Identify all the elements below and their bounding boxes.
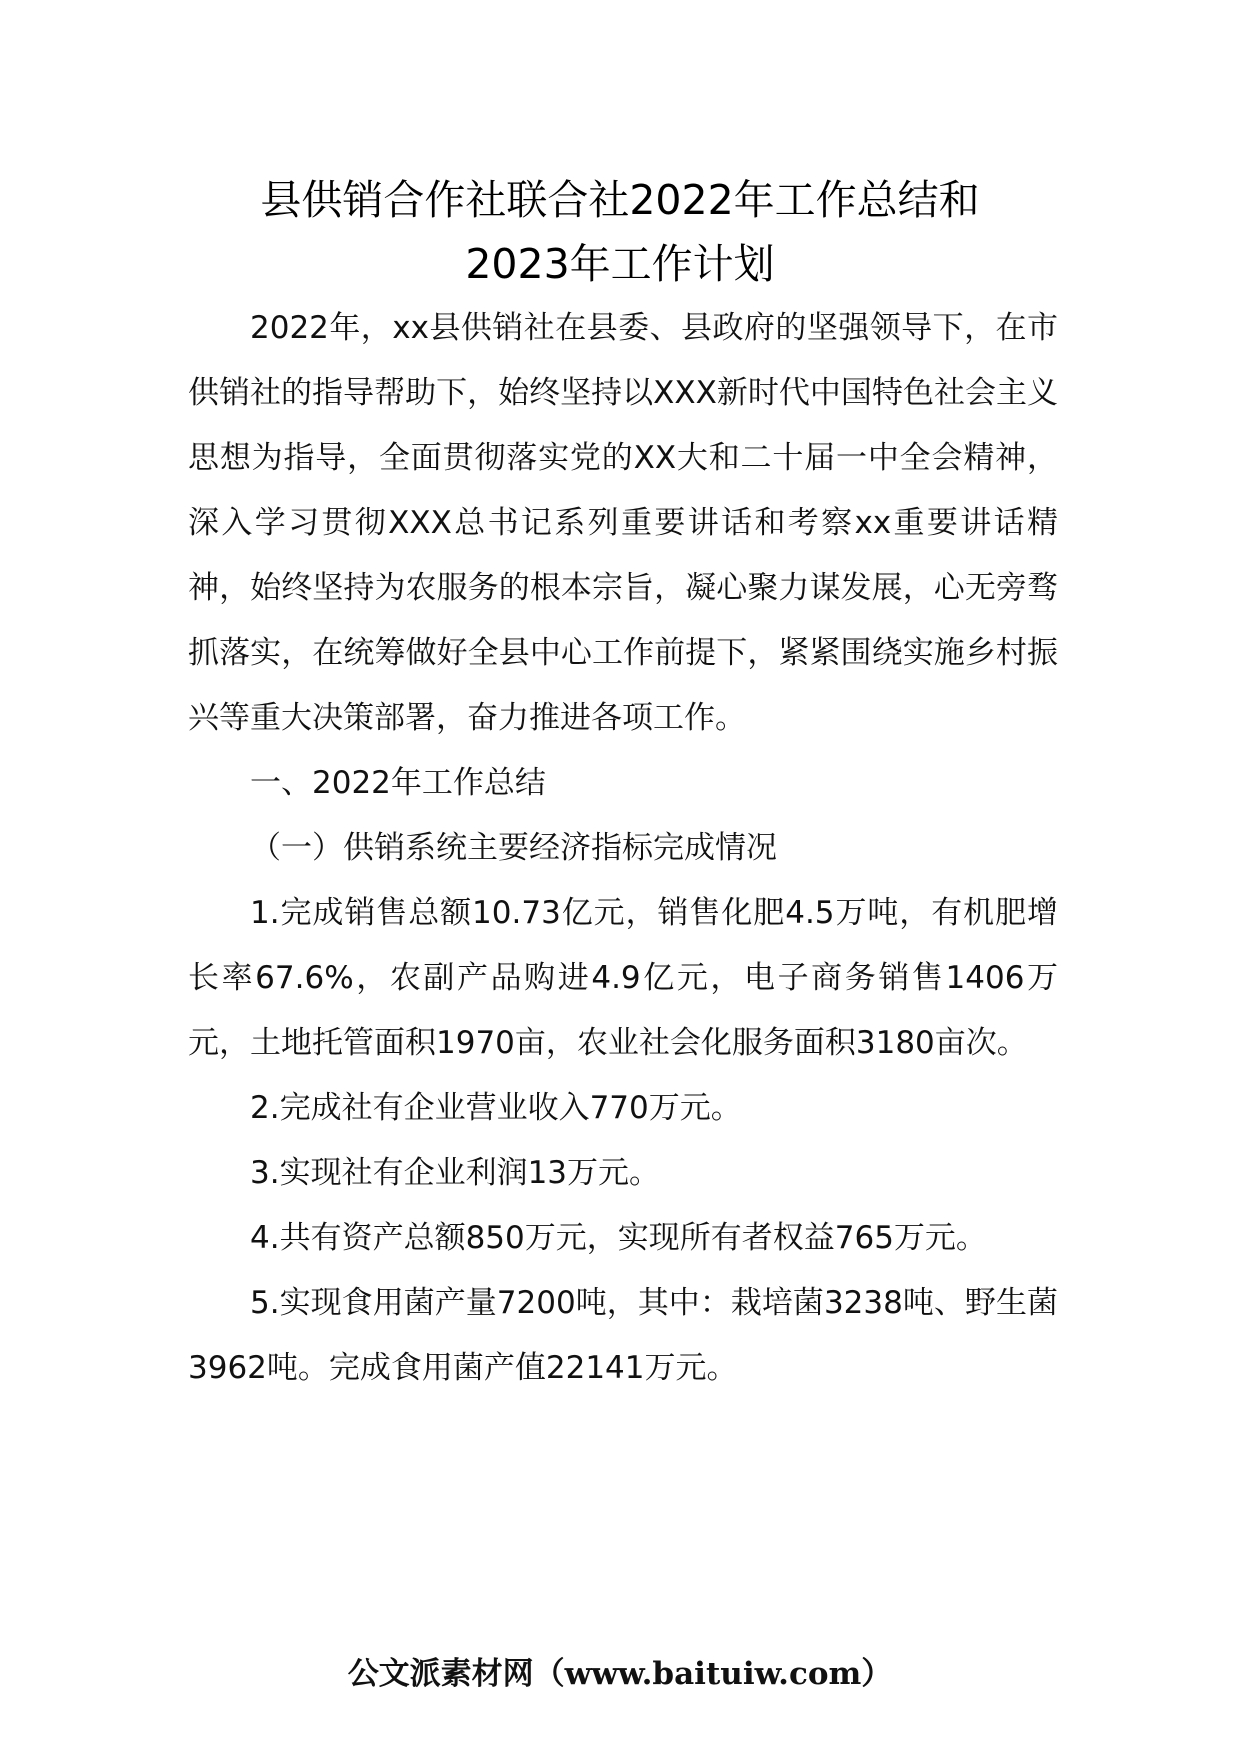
title-line-1: 县供销合作社联合社2022年工作总结和 [260, 176, 980, 224]
item-3-paragraph: 3.实现社有企业利润13万元。 [250, 1155, 661, 1191]
item-5-paragraph: 5.实现食用菌产量7200吨，其中：栽培菌3238吨、野生菌3962吨。完成食用菌产值22141万元。 [188, 1285, 1058, 1386]
item-4-paragraph: 4.共有资产总额850万元，实现所有者权益765万元。 [250, 1220, 987, 1256]
item-1-paragraph: 1.完成销售总额10.73亿元，销售化肥4.5万吨，有机肥增长率67.6%，农副产品购进4.9亿元，电子商务销售1406万元，土地托管面积1970亩，农业社会化服务面积3180亩次。 [188, 895, 1058, 1061]
footer-source: 公文派素材网（www.baituiw.com） [347, 1656, 893, 1692]
document-title [120, 168, 1120, 296]
title-line-2: 2023年工作计划 [465, 240, 775, 288]
intro-paragraph: 2022年，xx县供销社在县委、县政府的坚强领导下，在市供销社的指导帮助下，始终坚持以XXX新时代中国特色社会主义思想为指导，全面贯彻落实党的XX大和二十届一中全会精神，深入学习贯彻XXX总书记系列重要讲话和考察xx重要讲话精神，始终坚持为农服务的根本宗旨，凝心聚力谋发展，心无旁骛抓落实，在统筹做好全县中心工作前提下，紧紧围绕实施乡村振兴等重大决策部署，奋力推进各项工作。 [188, 310, 1058, 736]
section-heading: 一、2022年工作总结 [250, 765, 546, 801]
subsection-heading: （一）供销系统主要经济指标完成情况 [250, 830, 777, 866]
document-body [188, 296, 1058, 1401]
item-2-paragraph: 2.完成社有企业营业收入770万元。 [250, 1090, 742, 1126]
